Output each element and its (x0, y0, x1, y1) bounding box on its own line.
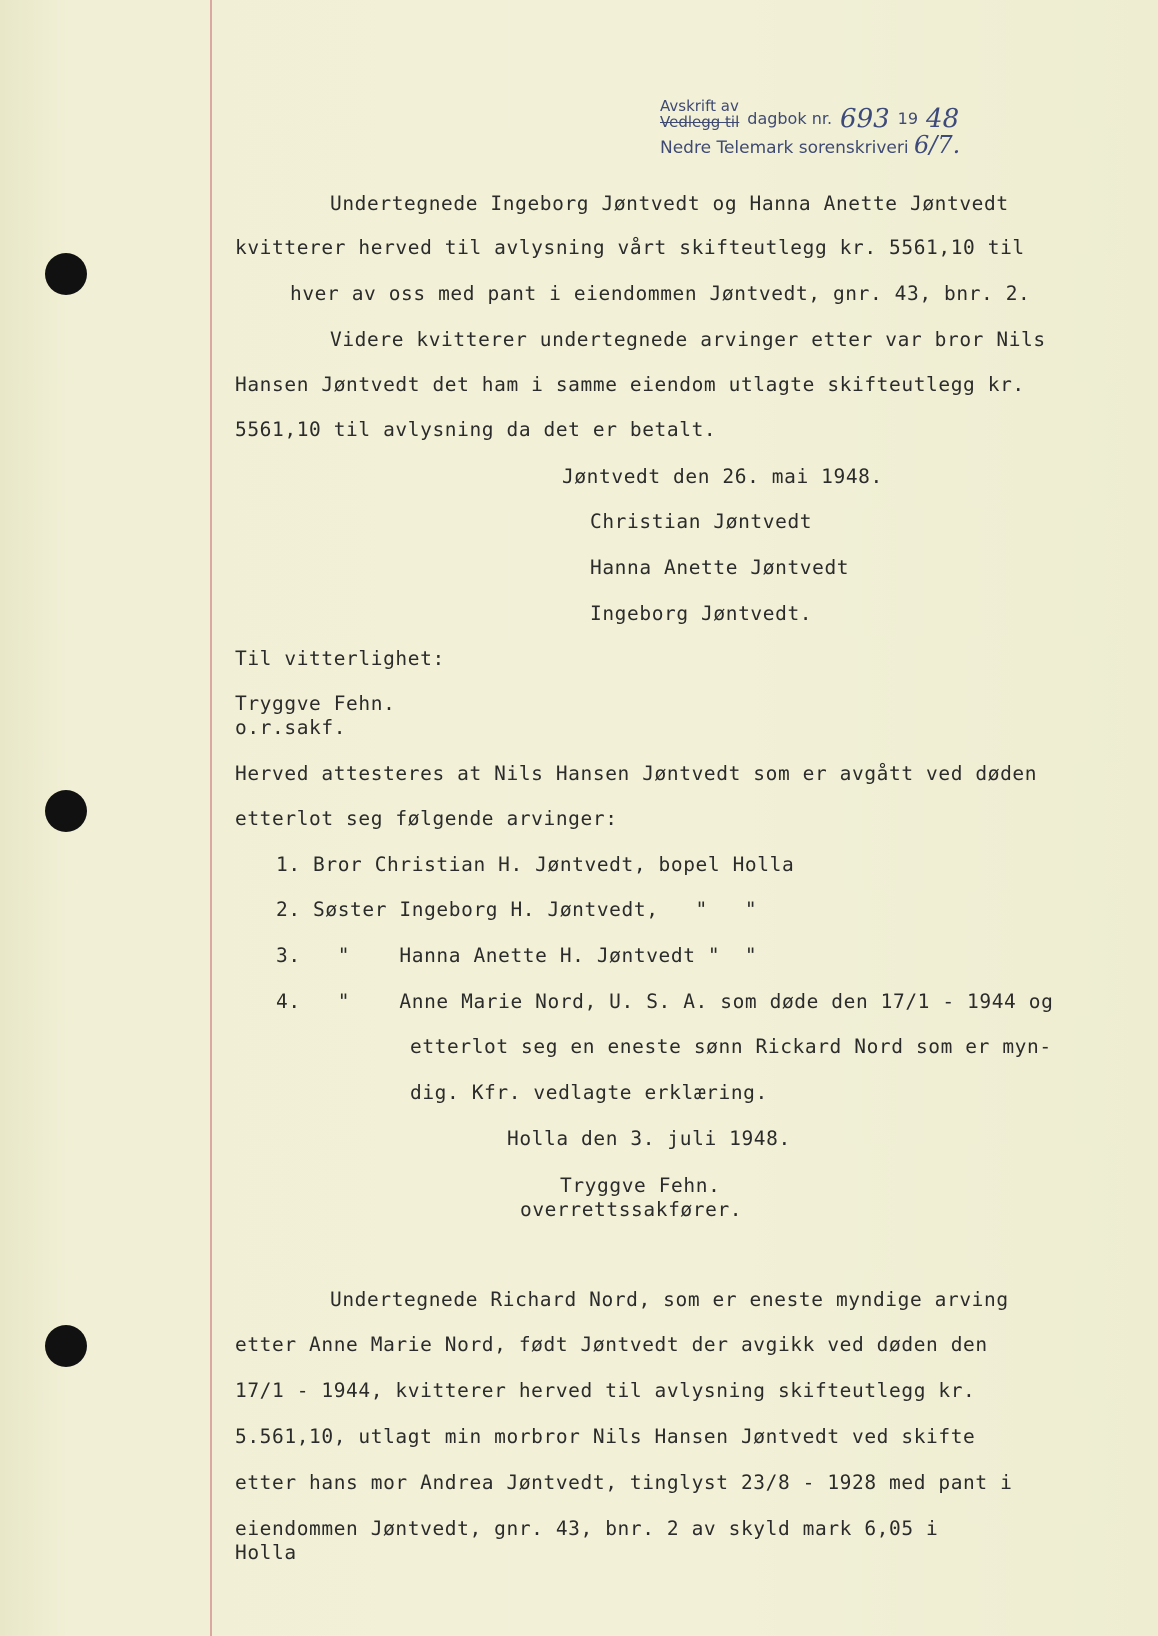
list-item: 1. Bror Christian H. Jøntvedt, bopel Holla (276, 853, 795, 876)
text-line: Herved attesteres at Nils Hansen Jøntvedt som er avgått ved døden (235, 762, 1038, 785)
signature-name: Hanna Anette Jøntvedt (590, 556, 850, 579)
list-item: 4. " Anne Marie Nord, U. S. A. som døde den 17/1 - 1944 og (276, 990, 1054, 1013)
text-line: dig. Kfr. vedlagte erklæring. (410, 1081, 768, 1104)
text-line: 5561,10 til avlysning da det er betalt. (235, 418, 717, 441)
stamp-year-prefix: 19 (897, 109, 919, 128)
stamp-date-hand: 6/7. (913, 131, 961, 159)
list-item: 2. Søster Ingeborg H. Jøntvedt, " " (276, 898, 758, 921)
punch-hole-icon (45, 253, 87, 295)
text-line: eiendommen Jøntvedt, gnr. 43, bnr. 2 av skyld mark 6,05 i (235, 1517, 939, 1540)
text-line: etter hans mor Andrea Jøntvedt, tinglyst 23/8 - 1928 med pant i (235, 1471, 1013, 1494)
text-line: Videre kvitterer undertegnede arvinger etter var bror Nils (330, 328, 1046, 351)
list-item: 3. " Hanna Anette H. Jøntvedt " " (276, 944, 758, 967)
text-line: etter Anne Marie Nord, født Jøntvedt der avgikk ved døden den (235, 1333, 988, 1356)
text-line: Holla (235, 1541, 297, 1564)
text-line: 17/1 - 1944, kvitterer herved til avlysning skifteutlegg kr. (235, 1379, 976, 1402)
signature-name: Ingeborg Jøntvedt. (590, 602, 813, 625)
signature-title: overrettssakfører. (520, 1198, 743, 1221)
margin-line (210, 0, 212, 1636)
text-line: etterlot seg en eneste sønn Rickard Nord som er myn- (410, 1035, 1052, 1058)
text-line: etterlot seg følgende arvinger: (235, 807, 618, 830)
stamp-year-suffix: 48 (926, 104, 960, 134)
stamp-label-top: Avskrift av (660, 97, 739, 115)
signature-name: Tryggve Fehn. (560, 1174, 721, 1197)
text-line: Undertegnede Ingeborg Jøntvedt og Hanna Anette Jøntvedt (330, 192, 1009, 215)
punch-hole-icon (45, 790, 87, 832)
text-line: kvitterer herved til avlysning vårt skifteutlegg kr. 5561,10 til (235, 236, 1025, 259)
stamp-office: Nedre Telemark sorenskriveri (660, 138, 909, 158)
text-line: Jøntvedt den 26. mai 1948. (562, 465, 883, 488)
dagbok-number: 693 (840, 104, 890, 134)
text-line: hver av oss med pant i eiendommen Jøntvedt, gnr. 43, bnr. 2. (290, 282, 1031, 305)
text-line: Hansen Jøntvedt det ham i samme eiendom utlagte skifteutlegg kr. (235, 373, 1025, 396)
punch-hole-icon (45, 1325, 87, 1367)
text-line: Holla den 3. juli 1948. (507, 1127, 791, 1150)
stamp-label-dagbok: dagbok nr. (747, 109, 833, 128)
signature-name: Christian Jøntvedt (590, 510, 813, 533)
witness-title: o.r.sakf. (235, 716, 347, 739)
witness-name: Tryggve Fehn. (235, 692, 396, 715)
text-line: Undertegnede Richard Nord, som er eneste myndige arving (330, 1288, 1009, 1311)
stamp-label-struck: Vedlegg til (660, 113, 740, 131)
text-line: 5.561,10, utlagt min morbror Nils Hansen Jøntvedt ved skifte (235, 1425, 976, 1448)
text-line: Til vitterlighet: (235, 647, 445, 670)
registry-stamp (660, 98, 960, 159)
